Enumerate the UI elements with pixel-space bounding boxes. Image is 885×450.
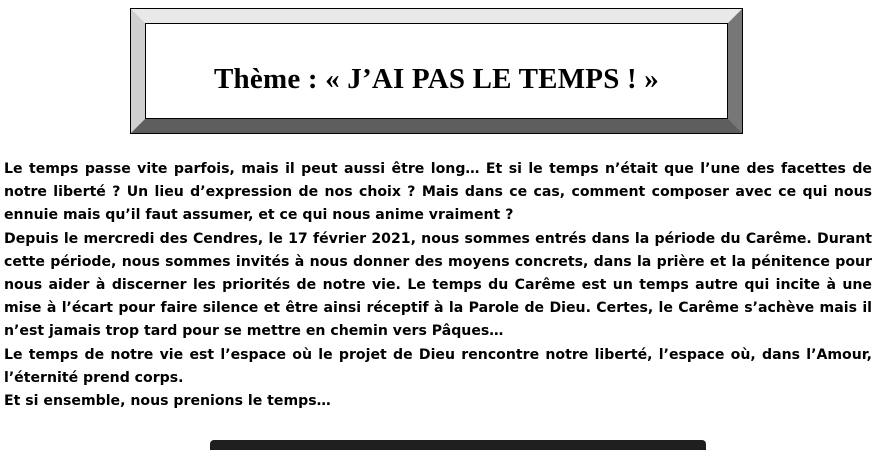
paragraph-intro: Le temps passe vite parfois, mais il peut aussi être long… Et si le temps n’était que l’une des facettes de notre liberté ? Un lieu d’expression de nos choix ? Mais dans ce cas, comment composer avec ce qui nous ennuie mais qu’il faut assumer, et ce qui nous anime vraiment ? [4, 161, 872, 224]
theme-title: Thème : « J’AI PAS LE TEMPS ! » [214, 63, 659, 95]
theme-title-box [131, 9, 742, 133]
paragraph-vie: Le temps de notre vie est l’espace où le projet de Dieu rencontre notre liberté, l’espace où, dans l’Amour, l’éternité prend corps. [4, 346, 872, 386]
article-body [4, 158, 872, 413]
paragraph-closing: Et si ensemble, nous prenions le temps… [4, 393, 331, 410]
bottom-banner-edge [210, 440, 706, 450]
paragraph-careme: Depuis le mercredi des Cendres, le 17 février 2021, nous sommes entrés dans la période du Carême. Durant cette période, nous sommes invités à nous donner des moyens concrets, dans la prière et la pénitence pour nous aider à discerner les priorités de notre vie. Le temps du Carême est un temps autre qui incite à une mise à l’écart pour faire silence et être ainsi réceptif à la Parole de Dieu. Certes, le Carême s’achève mais il n’est jamais trop tard pour se mettre en chemin vers Pâques… [4, 230, 872, 340]
